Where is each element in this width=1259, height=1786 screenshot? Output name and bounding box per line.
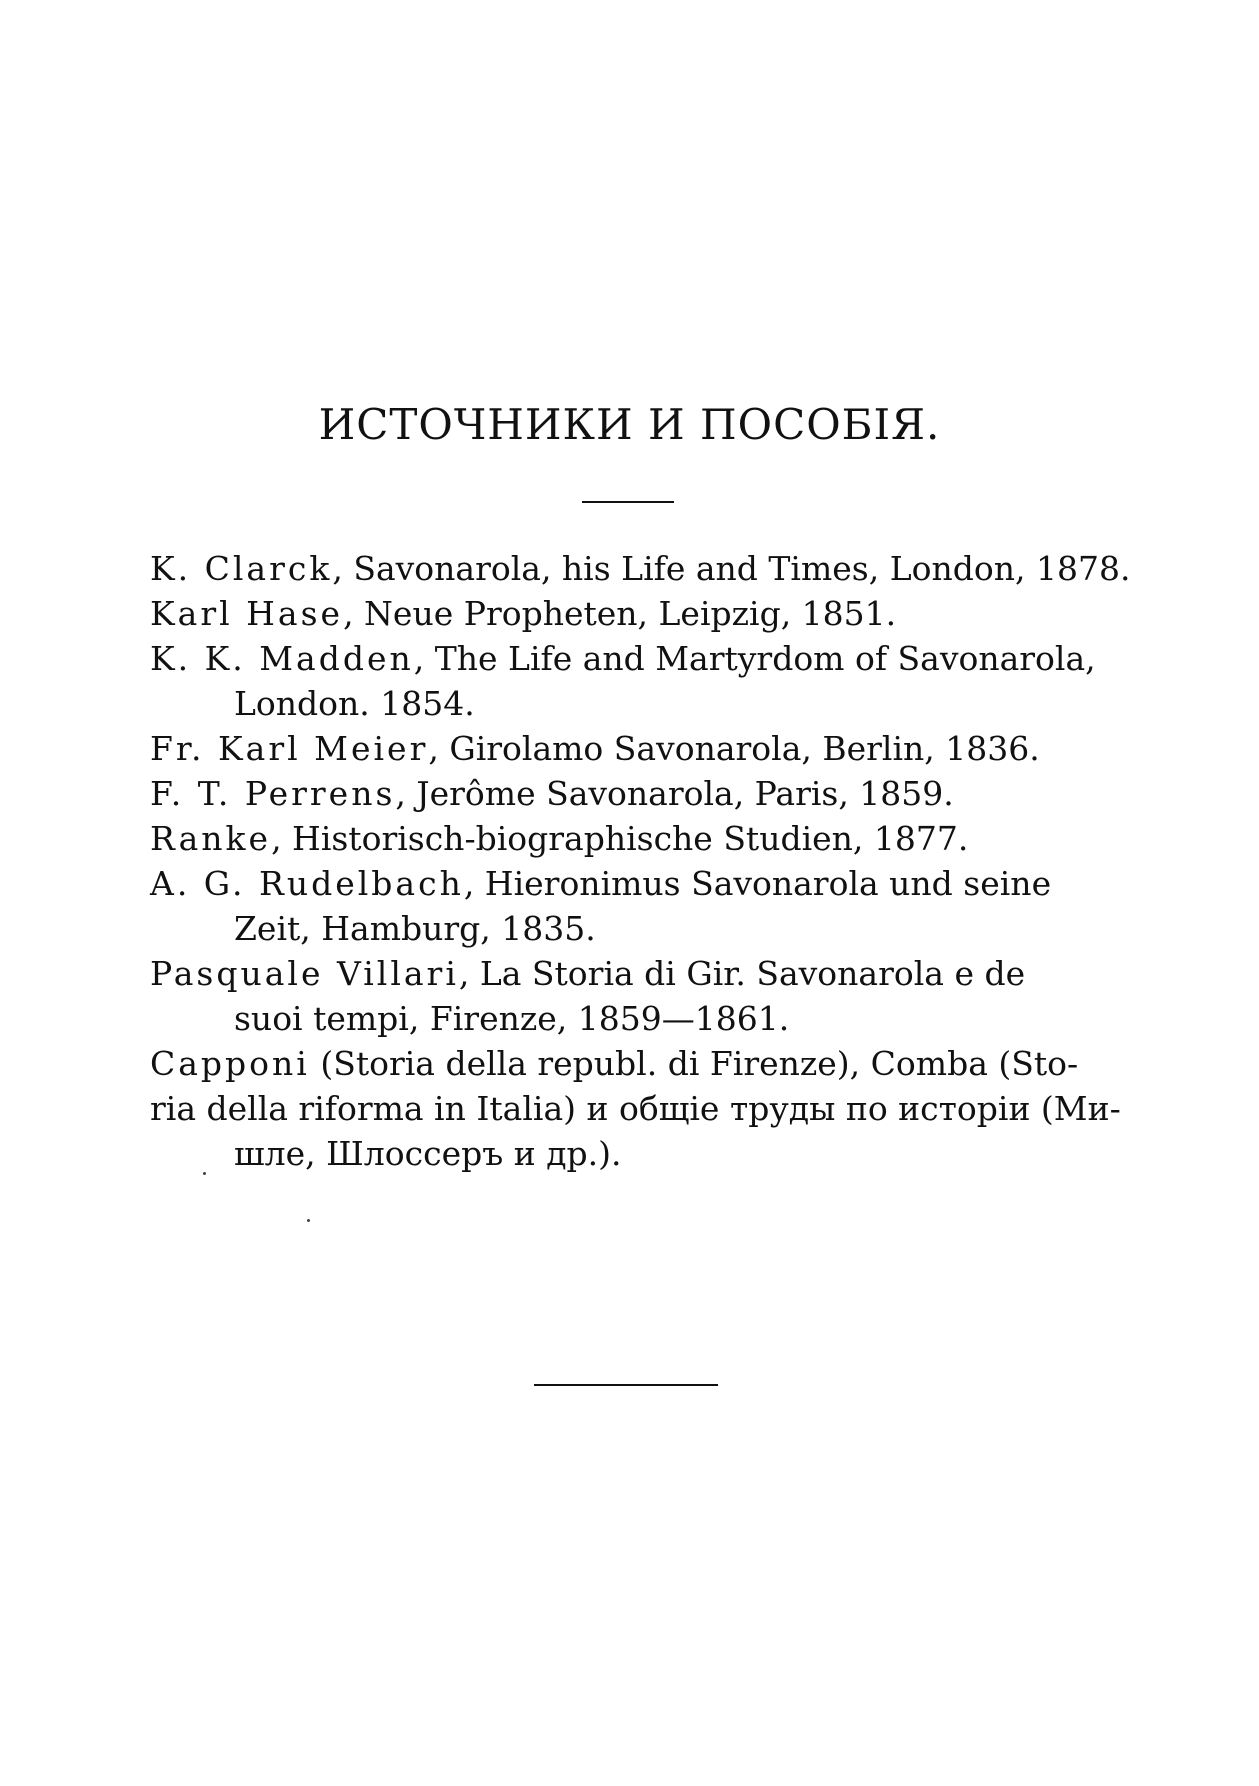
bibliography-entry <box>150 636 1120 726</box>
print-speck <box>203 1172 206 1175</box>
bibliography-entry <box>150 861 1120 951</box>
entry-author: K. Clarck <box>150 549 333 588</box>
entry-text: , Historisch-biographische Studien, 1877. <box>271 819 969 858</box>
entry-line <box>150 591 1120 636</box>
entry-line <box>234 906 1120 951</box>
entry-line <box>150 1086 1121 1131</box>
bibliography-entry <box>150 951 1120 1041</box>
bibliography-entry <box>150 1041 1120 1176</box>
entry-text: , Savonarola, his Life and Times, London, 1878. <box>332 549 1131 588</box>
entry-author: Pasquale Villari <box>150 954 459 993</box>
entry-text: , La Storia di Gir. Savonarola e de <box>458 954 1026 993</box>
title-divider <box>582 501 674 503</box>
entry-text: , Girolamo Savonarola, Berlin, 1836. <box>428 729 1040 768</box>
entry-text: шле, Шлоссеръ и др.). <box>234 1134 622 1173</box>
entry-line <box>150 726 1120 771</box>
entry-text: suoi tempi, Firenze, 1859—1861. <box>234 999 790 1038</box>
entry-text: , Hieronimus Savonarola und seine <box>463 864 1052 903</box>
entry-author: Fr. Karl Meier <box>150 729 429 768</box>
entry-text: Zeit, Hamburg, 1835. <box>234 909 596 948</box>
bibliography-entry <box>150 771 1120 816</box>
entry-text: (Storia della republ. di Firenze), Comba (Sto- <box>309 1044 1079 1083</box>
entry-text: ria della riforma in Italia) и общіе труды по исторіи (Ми- <box>150 1089 1121 1128</box>
entry-line <box>234 681 1120 726</box>
entry-author: K. K. Madden <box>150 639 414 678</box>
entry-line <box>150 771 1120 816</box>
end-divider <box>534 1384 718 1386</box>
bibliography-entry <box>150 546 1131 591</box>
entry-line <box>234 996 1120 1041</box>
entry-author: F. T. Perrens <box>150 774 396 813</box>
entry-text: London. 1854. <box>234 684 475 723</box>
entry-text: , The Life and Martyrdom of Savonarola, <box>413 639 1096 678</box>
entry-author: Capponi <box>150 1044 310 1083</box>
bibliography-entry <box>150 726 1120 771</box>
entry-line <box>150 636 1120 681</box>
bibliography-entry <box>150 591 1120 636</box>
page-title: ИСТОЧНИКИ И ПОСОБІЯ. <box>318 400 941 449</box>
print-speck <box>307 1219 310 1222</box>
bibliography-list <box>150 546 1131 1176</box>
entry-line <box>150 861 1120 906</box>
entry-line <box>234 1131 1120 1176</box>
entry-line <box>150 1041 1120 1086</box>
entry-author: Karl Hase <box>150 594 344 633</box>
entry-author: Ranke <box>150 819 272 858</box>
entry-text: , Jerôme Savonarola, Paris, 1859. <box>395 774 954 813</box>
entry-author: A. G. Rudelbach <box>150 864 464 903</box>
entry-line <box>150 816 1120 861</box>
entry-line <box>150 951 1120 996</box>
bibliography-entry <box>150 816 1120 861</box>
entry-line <box>150 546 1131 591</box>
entry-text: , Neue Propheten, Leipzig, 1851. <box>343 594 897 633</box>
